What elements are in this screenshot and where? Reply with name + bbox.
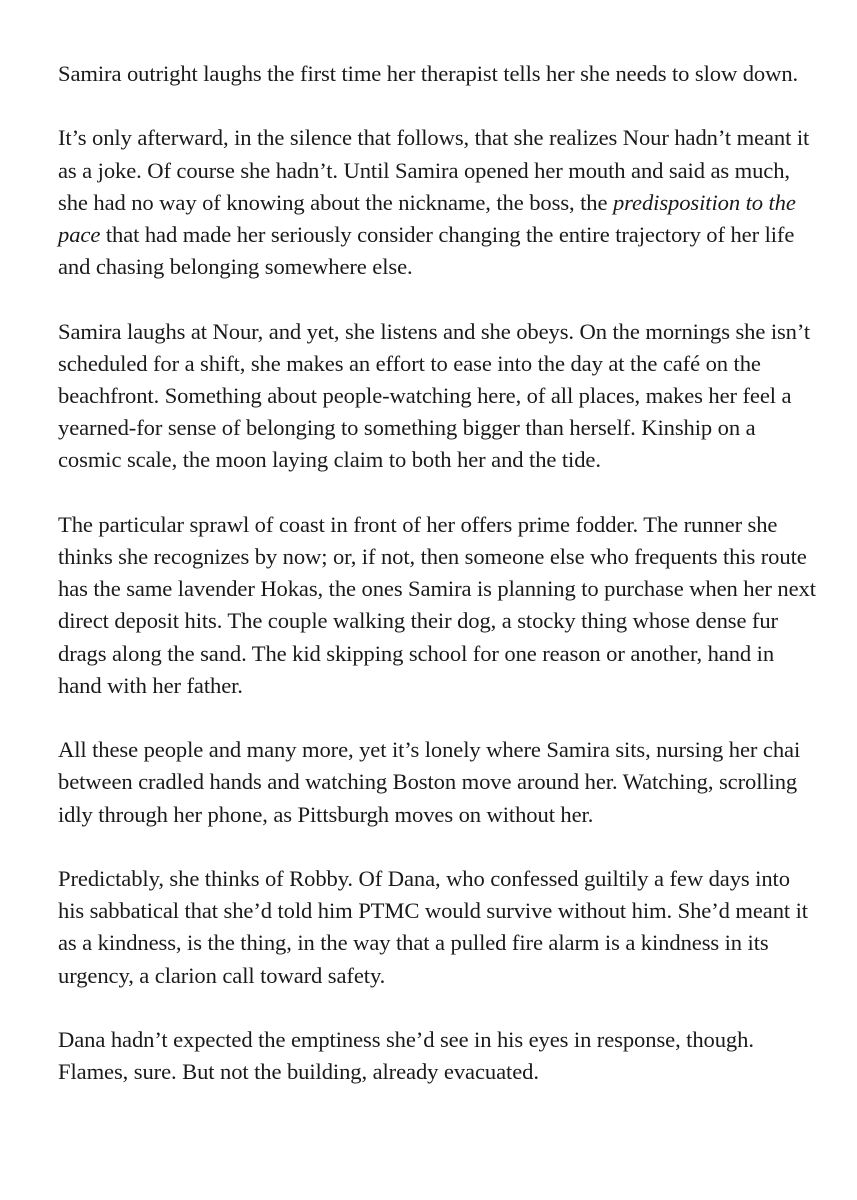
- paragraph-text: that had made her seriously consider changing the entire trajectory of her life and chasing belonging somewhere else.: [58, 222, 795, 280]
- paragraph-text: All these people and many more, yet it’s lonely where Samira sits, nursing her chai between cradled hands and watching Boston move around her. Watching, scrolling idly through her phone, as Pittsburgh moves on without her.: [58, 737, 801, 827]
- paragraph-4: [58, 509, 818, 702]
- paragraph-1: [58, 58, 818, 90]
- paragraph-text: The particular sprawl of coast in front of her offers prime fodder. The runner she thinks she recognizes by now; or, if not, then someone else who frequents this route has the same lavender Hokas, the ones Samira is planning to purchase when her next direct deposit hits. The couple walking their dog, a stocky thing whose dense fur drags along the sand. The kid skipping school for one reason or another, hand in hand with her father.: [58, 511, 816, 698]
- paragraph-3: [58, 316, 818, 477]
- paragraph-text: Samira laughs at Nour, and yet, she listens and she obeys. On the mornings she isn’t scheduled for a shift, she makes an effort to ease into the day at the café on the beachfront. Something about people-watching here, of all places, makes her feel a yearned-for sense of belonging to something bigger than herself. Kinship on a cosmic scale, the moon laying claim to both her and the tide.: [58, 318, 811, 473]
- paragraph-text: Predictably, she thinks of Robby. Of Dana, who confessed guiltily a few days into his sabbatical that she’d told him PTMC would survive without him. She’d meant it as a kindness, is the thing, in the way that a pulled fire alarm is a kindness in its urgency, a clarion call toward safety.: [58, 866, 808, 988]
- paragraph-text: Samira outright laughs the first time her therapist tells her she needs to slow down.: [58, 61, 799, 86]
- document-page: [58, 58, 818, 1088]
- paragraph-text: It’s only afterward, in the silence that follows, that she realizes Nour hadn’t meant it as a joke. Of course she hadn’t. Until Samira opened her mouth and said as much, she had no way of knowing about the nickname, the boss, the: [58, 125, 810, 215]
- italic-phrase: predisposition to the pace: [58, 189, 796, 247]
- paragraph-7: [58, 1024, 818, 1088]
- paragraph-6: [58, 863, 818, 992]
- paragraph-text: Dana hadn’t expected the emptiness she’d see in his eyes in response, though. Flames, sure. But not the building, already evacuated.: [58, 1027, 754, 1085]
- paragraph-2: [58, 122, 818, 283]
- paragraph-5: [58, 734, 818, 831]
